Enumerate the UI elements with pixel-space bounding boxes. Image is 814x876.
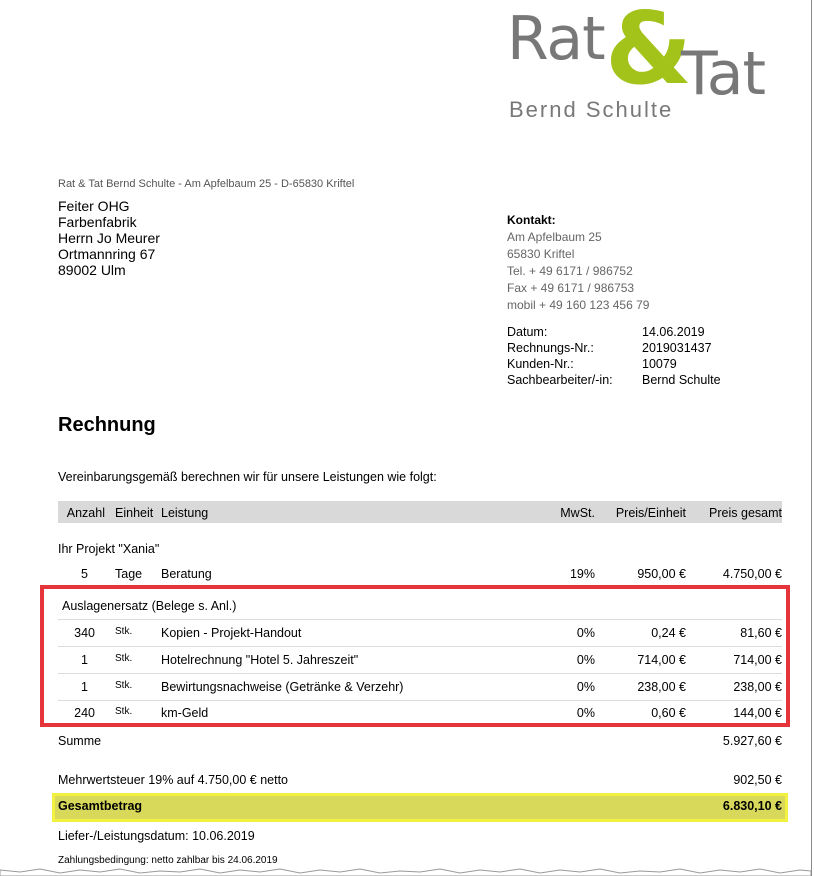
- vat-value: 902,50 €: [733, 773, 782, 787]
- contact-line: Am Apfelbaum 25: [507, 230, 602, 244]
- total-highlight: [52, 793, 788, 822]
- meta-label: Kunden-Nr.:: [507, 357, 574, 371]
- meta-row-customer-number: [507, 356, 721, 372]
- cell-vat: 0%: [576, 706, 595, 720]
- contact-title: Kontakt:: [507, 213, 556, 227]
- cell-total-price: 238,00 €: [733, 680, 782, 694]
- cell-vat: 0%: [576, 653, 595, 667]
- cell-service: Hotelrechnung "Hotel 5. Jahreszeit": [161, 653, 359, 667]
- cell-quantity: 5: [81, 567, 88, 581]
- table-header: [58, 501, 782, 523]
- cell-vat: 0%: [576, 626, 595, 640]
- cell-service: km-Geld: [161, 706, 209, 720]
- recipient-line: Ortmannring 67: [58, 246, 156, 262]
- meta-value: 2019031437: [642, 341, 712, 355]
- header-quantity: Anzahl: [66, 506, 105, 520]
- header-vat: MwSt.: [560, 506, 595, 520]
- table-row: [58, 620, 782, 647]
- cell-unit: Stk.: [115, 626, 133, 637]
- cell-quantity: 240: [74, 706, 95, 720]
- contact-line: Tel. + 49 6171 / 986752: [507, 264, 633, 278]
- group-label-project: Ihr Projekt "Xania": [58, 542, 160, 556]
- meta-row-clerk: [507, 372, 721, 388]
- invoice-meta: [507, 324, 721, 388]
- cell-unit-price: 950,00 €: [637, 567, 686, 581]
- recipient-line: Herrn Jo Meurer: [58, 230, 160, 246]
- header-total-price: Preis gesamt: [709, 506, 782, 520]
- cell-total-price: 4.750,00 €: [722, 567, 782, 581]
- total-label: Gesamtbetrag: [58, 799, 143, 813]
- torn-page-edge: [0, 862, 811, 876]
- logo-word-rat: Rat: [507, 4, 605, 74]
- cell-total-price: 144,00 €: [733, 706, 782, 720]
- logo-subtitle: Bernd Schulte: [509, 97, 674, 122]
- vat-label: Mehrwertsteuer 19% auf 4.750,00 € netto: [58, 773, 289, 787]
- cell-unit-price: 714,00 €: [637, 653, 686, 667]
- header-service: Leistung: [161, 506, 209, 520]
- delivery-date: Liefer-/Leistungsdatum: 10.06.2019: [58, 829, 255, 843]
- contact-line: Fax + 49 6171 / 986753: [507, 281, 635, 295]
- payment-terms: Zahlungsbedingung: netto zahlbar bis 24.06.2019: [58, 855, 278, 866]
- contact-line: 65830 Kriftel: [507, 247, 575, 261]
- cell-vat: 0%: [576, 680, 595, 694]
- document-title: Rechnung: [58, 414, 156, 436]
- cell-total-price: 714,00 €: [733, 653, 782, 667]
- recipient-line: Feiter OHG: [58, 198, 130, 214]
- intro-text: Vereinbarungsgemäß berechnen wir für unsere Leistungen wie folgt:: [58, 470, 437, 484]
- meta-row-invoice-number: [507, 340, 721, 356]
- meta-row-date: [507, 324, 721, 340]
- meta-label: Sachbearbeiter/-in:: [507, 373, 613, 387]
- recipient-address: [58, 198, 160, 278]
- cell-total-price: 81,60 €: [740, 626, 782, 640]
- header-unit-price: Preis/Einheit: [615, 506, 686, 520]
- cell-quantity: 1: [81, 653, 88, 667]
- sum-label: Summe: [58, 734, 102, 748]
- group-label-expenses: Auslagenersatz (Belege s. Anl.): [62, 599, 237, 613]
- contact-block: [507, 212, 649, 314]
- logo-ampersand: &: [605, 0, 693, 107]
- meta-label: Datum:: [507, 325, 548, 339]
- cell-unit-price: 0,60 €: [651, 706, 686, 720]
- table-row: [58, 647, 782, 674]
- cell-service: Beratung: [161, 567, 212, 581]
- cell-service: Bewirtungsnachweise (Getränke & Verzehr): [161, 680, 404, 694]
- group-label-row: [58, 594, 782, 620]
- header-unit: Einheit: [115, 506, 154, 520]
- table-row: [58, 674, 782, 701]
- logo-word-tat: Tat: [681, 39, 766, 109]
- company-logo: [505, 0, 785, 129]
- contact-line: mobil + 49 160 123 456 79: [507, 298, 650, 312]
- meta-label: Rechnungs-Nr.:: [507, 341, 594, 355]
- cell-vat: 19%: [569, 567, 595, 581]
- sender-line: Rat & Tat Bernd Schulte - Am Apfelbaum 25 - D-65830 Kriftel: [58, 178, 355, 190]
- total-value: 6.830,10 €: [722, 799, 782, 813]
- cell-unit: Stk.: [115, 680, 133, 691]
- meta-value: 14.06.2019: [642, 325, 705, 339]
- table-row: [58, 700, 782, 726]
- cell-quantity: 340: [74, 626, 95, 640]
- cell-unit-price: 238,00 €: [637, 680, 686, 694]
- sum-value: 5.927,60 €: [722, 734, 782, 748]
- cell-quantity: 1: [81, 680, 88, 694]
- cell-unit: Tage: [115, 567, 143, 581]
- recipient-line: Farbenfabrik: [58, 214, 137, 230]
- cell-service: Kopien - Projekt-Handout: [161, 626, 302, 640]
- cell-unit: Stk.: [115, 706, 133, 717]
- recipient-line: 89002 Ulm: [58, 262, 126, 278]
- meta-value: Bernd Schulte: [642, 373, 721, 387]
- meta-value: 10079: [642, 357, 677, 371]
- cell-unit: Stk.: [115, 653, 133, 664]
- cell-unit-price: 0,24 €: [651, 626, 686, 640]
